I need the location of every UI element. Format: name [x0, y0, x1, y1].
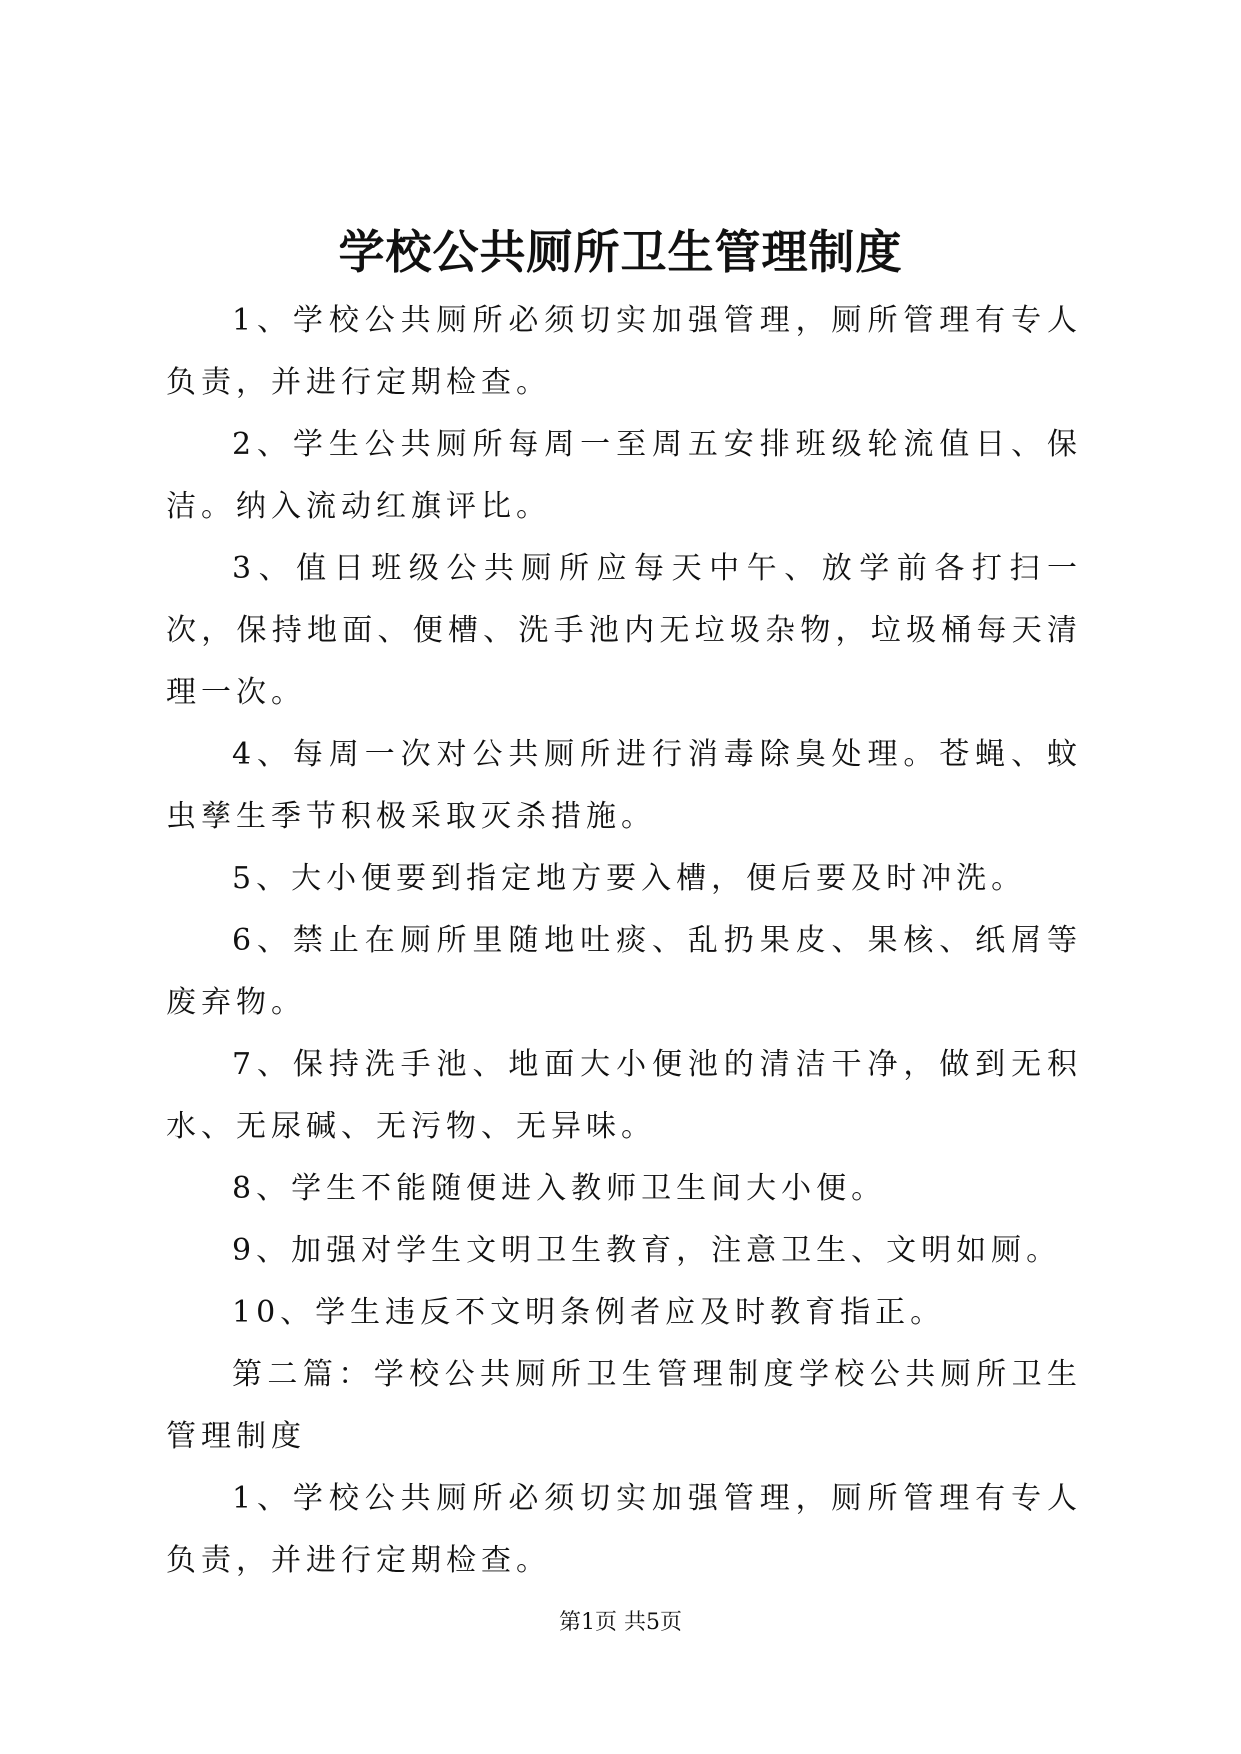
paragraph-6: 6、禁止在厕所里随地吐痰、乱扔果皮、果核、纸屑等废弃物。 — [166, 923, 1082, 1020]
paragraph-4: 4、每周一次对公共厕所进行消毒除臭处理。苍蝇、蚊虫孳生季节积极采取灭杀措施。 — [166, 737, 1082, 834]
page-footer: 第1页 共5页 — [559, 1610, 682, 1635]
paragraph-8: 8、学生不能随便进入教师卫生间大小便。 — [232, 1171, 887, 1206]
document-body — [166, 290, 1082, 1592]
document-title: 学校公共厕所卫生管理制度 — [338, 225, 903, 279]
paragraph-9: 9、加强对学生文明卫生教育，注意卫生、文明如厕。 — [232, 1233, 1062, 1268]
paragraph-2: 2、学生公共厕所每周一至周五安排班级轮流值日、保洁。纳入流动红旗评比。 — [166, 427, 1082, 524]
paragraph-10: 10、学生违反不文明条例者应及时教育指正。 — [232, 1295, 946, 1330]
paragraph-11: 1、学校公共厕所必须切实加强管理，厕所管理有专人负责，并进行定期检查。 — [166, 1481, 1082, 1578]
paragraph-1: 1、学校公共厕所必须切实加强管理，厕所管理有专人负责，并进行定期检查。 — [166, 303, 1082, 400]
paragraph-7: 7、保持洗手池、地面大小便池的清洁干净，做到无积水、无尿碱、无污物、无异味。 — [166, 1047, 1082, 1144]
section-heading: 第二篇：学校公共厕所卫生管理制度学校公共厕所卫生管理制度 — [166, 1357, 1082, 1454]
paragraph-5: 5、大小便要到指定地方要入槽，便后要及时冲洗。 — [232, 861, 1027, 896]
paragraph-3: 3、值日班级公共厕所应每天中午、放学前各打扫一次，保持地面、便槽、洗手池内无垃圾杂物，垃圾桶每天清理一次。 — [166, 551, 1082, 710]
